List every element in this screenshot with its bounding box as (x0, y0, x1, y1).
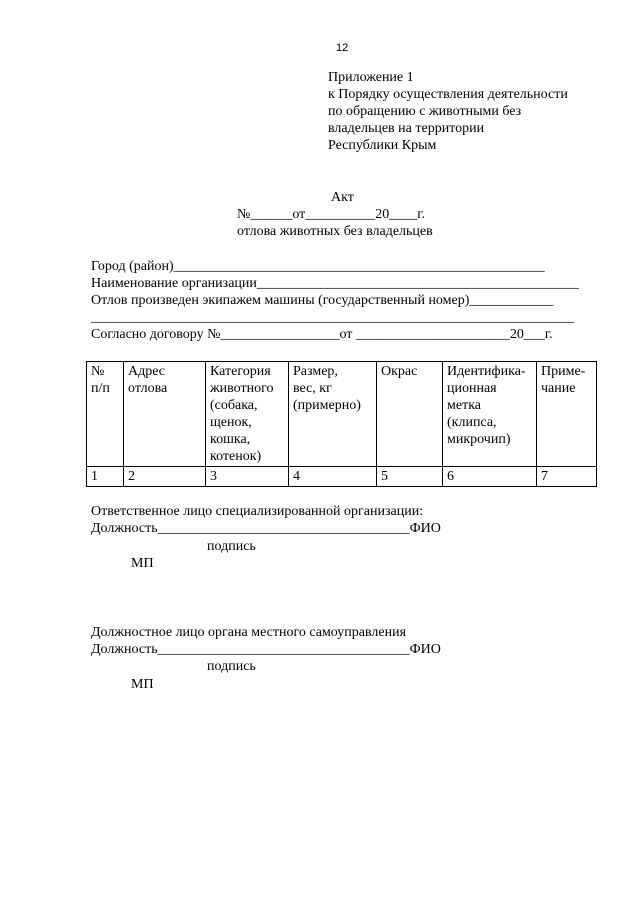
header-cell-size: Размер, вес, кг (примерно) (289, 362, 377, 467)
sign1-signature-label: подпись (207, 539, 256, 554)
header-cell-color: Окрас (377, 362, 443, 467)
table-header-row (87, 362, 597, 467)
appendix-line-2: к Порядку осуществления деятельности (328, 87, 568, 102)
sign1-stamp-label: МП (131, 556, 154, 571)
header-cell-notes: Приме- чание (537, 362, 597, 467)
page-number: 12 (336, 42, 349, 54)
act-subtitle: отлова животных без владельцев (237, 224, 433, 239)
sign2-signature-label: подпись (207, 659, 256, 674)
act-number-date: №______от__________20____г. (237, 207, 425, 222)
header-cell-identification: Идентифика- ционная метка (клипса, микрочип) (443, 362, 537, 467)
table-cell: 4 (289, 467, 377, 487)
sign2-heading: Должностное лицо органа местного самоуправления (91, 625, 407, 640)
header-cell-number: № п/п (87, 362, 124, 467)
field-city: Город (район)_____________________________________________________ (91, 259, 545, 274)
catch-table (86, 361, 597, 487)
sign1-heading: Ответственное лицо специализированной организации: (91, 504, 424, 519)
appendix-line-4: владельцев на территории (328, 121, 485, 136)
appendix-line-1: Приложение 1 (328, 70, 414, 85)
field-crew: Отлов произведен экипажем машины (государственный номер)____________ (91, 293, 554, 308)
table-cell: 5 (377, 467, 443, 487)
table-cell: 7 (537, 467, 597, 487)
field-blank-line: _____________________________________________________________________ (91, 310, 574, 325)
header-cell-address: Адрес отлова (124, 362, 206, 467)
table-cell: 3 (206, 467, 289, 487)
table-cell: 6 (443, 467, 537, 487)
sign2-position-line: Должность____________________________________ФИО (91, 642, 441, 657)
field-organization: Наименование организации______________________________________________ (91, 276, 579, 291)
act-title: Акт (331, 190, 354, 205)
field-contract: Согласно договору №_________________от ______________________20___г. (91, 327, 553, 342)
table-cell: 1 (87, 467, 124, 487)
table-cell: 2 (124, 467, 206, 487)
table-row (87, 467, 597, 487)
appendix-line-5: Республики Крым (328, 138, 437, 153)
sign2-stamp-label: МП (131, 677, 154, 692)
appendix-line-3: по обращению с животными без (328, 104, 522, 119)
header-cell-category: Категория животного (собака, щенок, кошка, котенок) (206, 362, 289, 467)
sign1-position-line: Должность____________________________________ФИО (91, 521, 441, 536)
